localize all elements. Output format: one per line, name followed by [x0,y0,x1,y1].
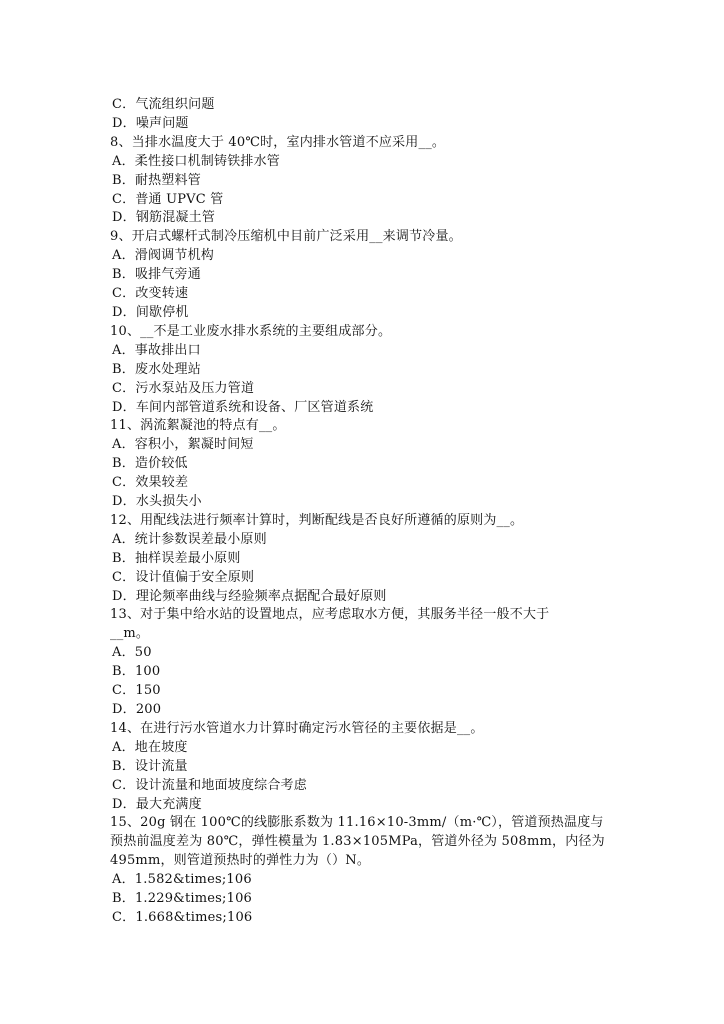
question-text: 10、__不是工业废水排水系统的主要组成部分。 [110,323,392,339]
answer-option: D．噪声问题 [112,115,189,131]
answer-option: A．容积小，絮凝时间短 [112,437,254,453]
answer-option: B．耐热塑料管 [112,172,201,188]
answer-option: C．设计流量和地面坡度综合考虑 [112,777,307,793]
answer-option: A．事故排出口 [112,342,201,358]
question-text: __m。 [110,626,150,642]
answer-option: B．100 [112,664,161,680]
question-text: 9、开启式螺杆式制冷压缩机中目前广泛采用__来调节冷量。 [110,229,462,245]
answer-option: B．抽样误差最小原则 [112,550,241,566]
answer-option: B．设计流量 [112,758,188,774]
answer-option: C．气流组织问题 [112,97,215,112]
answer-option: C．普通 UPVC 管 [112,191,224,207]
question-text: 11、涡流絮凝池的特点有__。 [110,418,286,434]
answer-option: D．200 [112,702,162,717]
answer-option: B．废水处理站 [112,361,201,377]
answer-option: D．钢筋混凝土管 [112,210,216,226]
answer-option: C．150 [112,683,161,699]
answer-option: D．车间内部管道系统和设备、厂区管道系统 [112,399,374,415]
answer-option: D．最大充满度 [112,796,202,812]
question-text: 12、用配线法进行频率计算时，判断配线是否良好所遵循的原则为__。 [110,512,524,528]
answer-option: A．1.582&times;106 [112,872,252,888]
answer-option: A．滑阀调节机构 [112,248,214,264]
answer-option: A．地在坡度 [112,739,188,755]
answer-option: B．1.229&times;106 [112,891,253,907]
answer-option: C．1.668&times;106 [112,909,253,925]
question-text: 预热前温度差为 80℃，弹性模量为 1.83×105MPa，管道外径为 508mm，内径为 [110,834,605,850]
answer-option: C．效果较差 [112,475,189,491]
question-text: 14、在进行污水管道水力计算时确定污水管径的主要依据是__。 [110,720,484,736]
question-text: 495mm，则管道预热时的弹性力为（）N。 [110,853,371,869]
answer-option: C．设计值偏于安全原则 [112,569,255,585]
question-text: 15、20g 钢在 100℃的线膨胀系数为 11.16×10-3mm/（m·℃），管道预热温度与 [110,815,604,831]
answer-option: D．水头损失小 [112,494,202,510]
answer-option: D．间歇停机 [112,304,189,320]
question-text: 8、当排水温度大于 40℃时，室内排水管道不应采用__。 [110,134,446,150]
answer-option: C．污水泵站及压力管道 [112,380,255,396]
answer-option: B．造价较低 [112,456,188,472]
answer-option: B．吸排气旁通 [112,267,201,283]
question-text: 13、对于集中给水站的设置地点，应考虑取水方便，其服务半径一般不大于 [110,607,550,623]
answer-option: D．理论频率曲线与经验频率点据配合最好原则 [112,588,387,604]
answer-option: C．改变转速 [112,286,189,302]
answer-option: A．柔性接口机制铸铁排水管 [112,153,280,169]
answer-option: A．50 [112,645,152,661]
exam-text-body [110,96,618,928]
answer-option: A．统计参数误差最小原则 [112,531,267,547]
